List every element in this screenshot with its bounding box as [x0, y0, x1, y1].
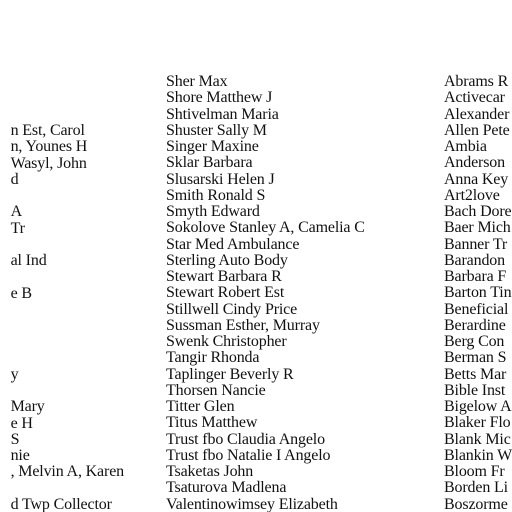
list-item: Titus Matthew — [166, 414, 258, 432]
list-item: Sher Max — [166, 73, 228, 90]
list-item — [11, 481, 124, 497]
list-item: Shuster Sally M — [166, 121, 267, 139]
list-item: Trust fbo Claudia Angelo — [166, 430, 325, 448]
list-item: Shore Matthew J — [166, 89, 273, 107]
list-item: Titter Glen — [166, 398, 235, 415]
list-item — [11, 237, 124, 253]
list-item: n, Younes H — [10, 138, 88, 156]
list-item: Trust fbo Natalie I Angelo — [166, 446, 331, 464]
name-column-left — [11, 123, 124, 512]
list-item: Berardine — [444, 316, 506, 334]
list-item: Singer Maxine — [166, 138, 259, 155]
list-item: , Melvin A, Karen — [10, 463, 124, 481]
list-item: Smyth Edward — [166, 203, 260, 220]
list-item: Valentinowimsey Elizabeth — [166, 495, 338, 512]
list-item: Barton Tin — [444, 284, 512, 302]
list-item: Stillwell Cindy Price — [166, 300, 298, 318]
list-item — [11, 318, 124, 334]
list-item: Bloom Fr — [444, 463, 505, 480]
list-item: Stewart Barbara R — [166, 268, 282, 285]
list-item: Barbara F — [444, 268, 507, 285]
list-item: Banner Tr — [444, 235, 508, 253]
list-item: Wasyl, John — [10, 154, 87, 172]
list-item: A — [10, 203, 22, 221]
list-item: Blaker Flo — [444, 414, 511, 432]
list-item: Anna Key — [444, 170, 509, 188]
list-item — [11, 302, 124, 318]
list-item: Sterling Auto Body — [166, 251, 288, 269]
list-item: Bible Inst — [444, 381, 506, 399]
list-item: Swenk Christopher — [166, 333, 287, 350]
list-item: Barandon — [444, 251, 506, 269]
list-item: Betts Mar — [444, 365, 507, 383]
list-item: Bach Dore — [444, 203, 512, 220]
list-item: Star Med Ambulance — [166, 235, 300, 253]
list-item: Berman S — [444, 349, 507, 367]
list-item: Tr — [10, 219, 25, 237]
list-item: n Est, Carol — [10, 122, 85, 139]
list-item: e H — [10, 414, 33, 432]
list-item — [11, 334, 124, 350]
list-item: al Ind — [10, 252, 47, 269]
list-item: Blank Mic — [444, 430, 511, 448]
list-item: d Twp Collector — [10, 495, 112, 512]
list-item — [11, 351, 124, 367]
list-item: Shtivelman Maria — [166, 105, 279, 123]
list-item — [11, 188, 124, 204]
list-item: Tsaketas John — [166, 463, 254, 480]
list-item: Ambia — [444, 138, 487, 155]
list-item: S — [10, 430, 20, 448]
list-item: e B — [10, 284, 32, 302]
list-item: Sussman Esther, Murray — [166, 316, 320, 334]
list-item: Tsaturova Madlena — [166, 479, 287, 497]
list-item: Mary — [10, 398, 45, 416]
list-item: Blankin W — [444, 446, 512, 464]
list-item: Thorsen Nancie — [166, 381, 266, 399]
list-item: Smith Ronald S — [166, 186, 266, 204]
list-item: Tangir Rhonda — [166, 349, 260, 367]
list-item: Activecar — [444, 89, 505, 107]
list-item: Bigelow A — [444, 398, 512, 415]
list-item: Anderson — [444, 154, 506, 172]
list-item: y — [10, 365, 19, 383]
list-item: nie — [10, 447, 30, 464]
list-item: Stewart Robert Est — [166, 284, 285, 302]
list-item: Baer Mich — [444, 219, 511, 237]
list-item: d — [10, 170, 19, 188]
list-item: Berg Con — [444, 333, 505, 350]
list-item: Sklar Barbara — [166, 154, 253, 172]
name-column-middle — [166, 74, 365, 512]
list-item — [11, 269, 124, 285]
list-item — [11, 383, 124, 399]
list-item: Borden Li — [444, 479, 508, 497]
list-item: Beneficial — [444, 300, 509, 318]
list-item: Art2love — [444, 186, 500, 204]
list-item: Allen Pete — [444, 121, 510, 139]
list-item: Boszorme — [444, 495, 508, 512]
list-item: Alexander — [444, 105, 510, 123]
list-item: Taplinger Beverly R — [166, 365, 294, 383]
list-item: Sokolove Stanley A, Camelia C — [166, 219, 365, 237]
list-item: Abrams R — [444, 73, 509, 90]
list-item: Slusarski Helen J — [166, 170, 275, 188]
name-column-right — [444, 74, 512, 512]
